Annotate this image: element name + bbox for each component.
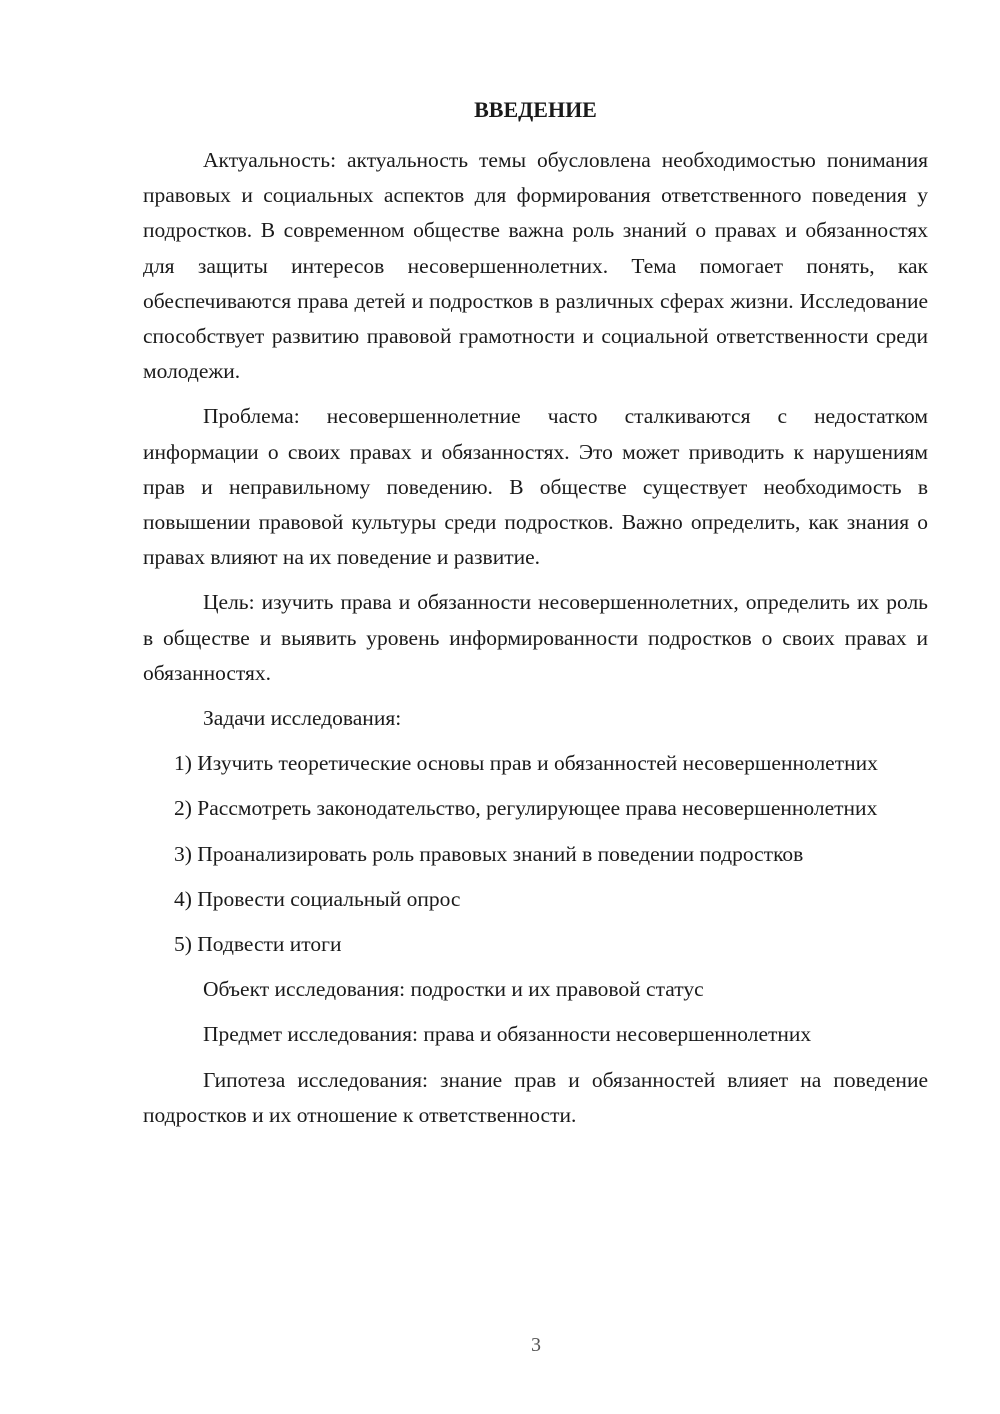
goal-paragraph: Цель: изучить права и обязанности несовершеннолетних, определить их роль в обществе и выявить уровень информированности подростков о своих правах и обязанностях. xyxy=(143,590,928,685)
task-item-1: 1) Изучить теоретические основы прав и обязанностей несовершеннолетних xyxy=(174,751,878,776)
task-item-2: 2) Рассмотреть законодательство, регулирующее права несовершеннолетних xyxy=(174,796,878,821)
relevance-paragraph: Актуальность: актуальность темы обусловлена необходимостью понимания правовых и социальных аспектов для формирования ответственного поведения у подростков. В современном обществе важна роль знаний о правах и обязанностях для защиты интересов несовершеннолетних. Тема помогает понять, как обеспечиваются права детей и подростков в различных сферах жизни. Исследование способствует развитию правовой грамотности и социальной ответственности среди молодежи. xyxy=(143,148,928,384)
subject-paragraph: Предмет исследования: права и обязанности несовершеннолетних xyxy=(203,1022,812,1047)
document-page xyxy=(143,95,928,1143)
task-item-3: 3) Проанализировать роль правовых знаний в поведении подростков xyxy=(174,841,804,866)
task-item-4: 4) Провести социальный опрос xyxy=(174,886,461,911)
section-heading: ВВЕДЕНИЕ xyxy=(474,97,597,122)
object-paragraph: Объект исследования: подростки и их правовой статус xyxy=(203,977,704,1002)
page-number: 3 xyxy=(531,1334,541,1356)
tasks-list xyxy=(143,746,928,962)
task-item-5: 5) Подвести итоги xyxy=(174,932,342,957)
hypothesis-paragraph: Гипотеза исследования: знание прав и обязанностей влияет на поведение подростков и их отношение к ответственности. xyxy=(143,1067,928,1127)
tasks-title: Задачи исследования: xyxy=(203,706,402,731)
problem-paragraph: Проблема: несовершеннолетние часто сталкиваются с недостатком информации о своих правах и обязанностях. Это может приводить к нарушениям прав и неправильному поведению. В обществе существует необходимость в повышении правовой культуры среди подростков. Важно определить, как знания о правах влияют на их поведение и развитие. xyxy=(143,404,928,570)
